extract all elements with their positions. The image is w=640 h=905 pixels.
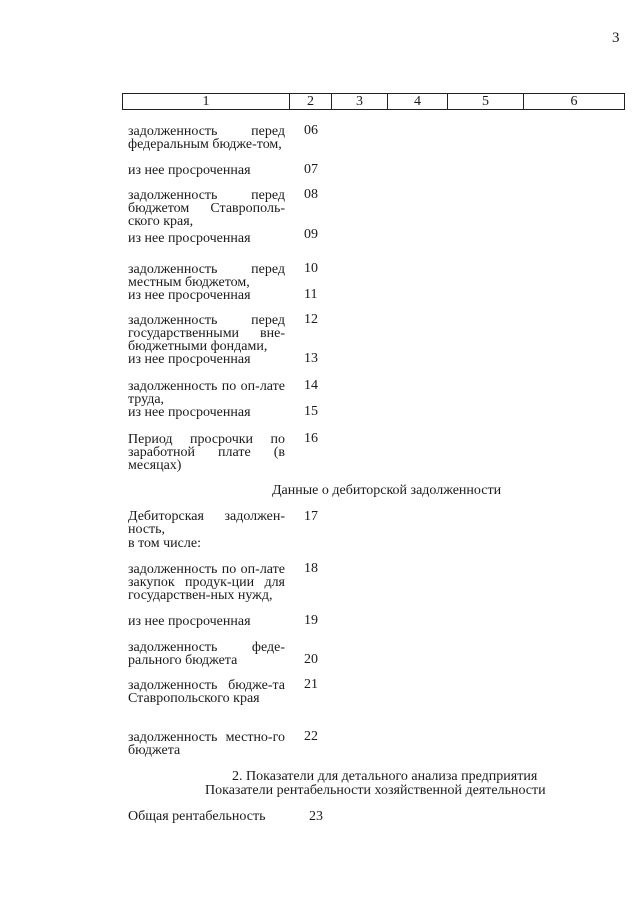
section-2-title: 2. Показатели для детального анализа предприятия xyxy=(232,769,538,784)
row-code: 16 xyxy=(304,431,318,446)
row-label: задолженность перед государственными вне-бюджетными фондами, xyxy=(128,313,285,354)
row-code: 21 xyxy=(304,677,318,692)
row-label: из нее просроченная xyxy=(128,231,251,246)
row-label: задолженность перед местным бюджетом, xyxy=(128,262,285,290)
row-code: 09 xyxy=(304,227,318,242)
row-label: из нее просроченная xyxy=(128,405,251,420)
column-number-6: 6 xyxy=(524,94,625,110)
row-label: задолженность по оп-лате закупок продук-ции для государствен-ных нужд, xyxy=(128,562,285,603)
section-2-subtitle: Показатели рентабельности хозяйственной деятельности xyxy=(205,783,546,798)
row-label: задолженность бюдже-та Ставропольского края xyxy=(128,678,285,706)
row-code: 12 xyxy=(304,312,318,327)
row-code: 15 xyxy=(304,404,318,419)
row-label: из нее просроченная xyxy=(128,614,251,629)
row-label: задолженность по оп-лате труда, xyxy=(128,379,285,407)
row-code: 06 xyxy=(304,123,318,138)
row-label: Общая рентабельность xyxy=(128,809,266,824)
row-code: 14 xyxy=(304,378,318,393)
row-label: задолженность перед бюджетом Ставрополь-ского края, xyxy=(128,188,285,229)
row-code: 19 xyxy=(304,613,318,628)
row-code: 23 xyxy=(309,809,323,824)
row-label: из нее просроченная xyxy=(128,163,251,178)
row-label: из нее просроченная xyxy=(128,352,251,367)
section-heading-debitor: Данные о дебиторской задолженности xyxy=(272,483,502,498)
row-code: 11 xyxy=(304,287,318,302)
row-label: Дебиторская задолжен-ность, xyxy=(128,509,285,537)
row-label: Период просрочки по заработной плате (в месяцах) xyxy=(128,432,285,473)
row-code: 17 xyxy=(304,509,318,524)
column-header-row xyxy=(122,93,625,110)
row-code: 07 xyxy=(304,162,318,177)
row-code: 13 xyxy=(304,351,318,366)
column-number-5: 5 xyxy=(448,94,524,110)
column-number-3: 3 xyxy=(332,94,388,110)
row-label: в том числе: xyxy=(128,536,201,551)
row-label: из нее просроченная xyxy=(128,288,251,303)
row-label: задолженность перед федеральным бюдже-том, xyxy=(128,124,285,152)
row-code: 20 xyxy=(304,652,318,667)
page-number: 3 xyxy=(612,30,620,46)
row-label: задолженность феде-рального бюджета xyxy=(128,640,285,668)
row-code: 08 xyxy=(304,187,318,202)
column-number-4: 4 xyxy=(388,94,448,110)
column-number-1: 1 xyxy=(123,94,290,110)
row-code: 18 xyxy=(304,561,318,576)
column-number-2: 2 xyxy=(290,94,332,110)
row-code: 22 xyxy=(304,729,318,744)
row-label: задолженность местно-го бюджета xyxy=(128,730,285,758)
row-code: 10 xyxy=(304,261,318,276)
